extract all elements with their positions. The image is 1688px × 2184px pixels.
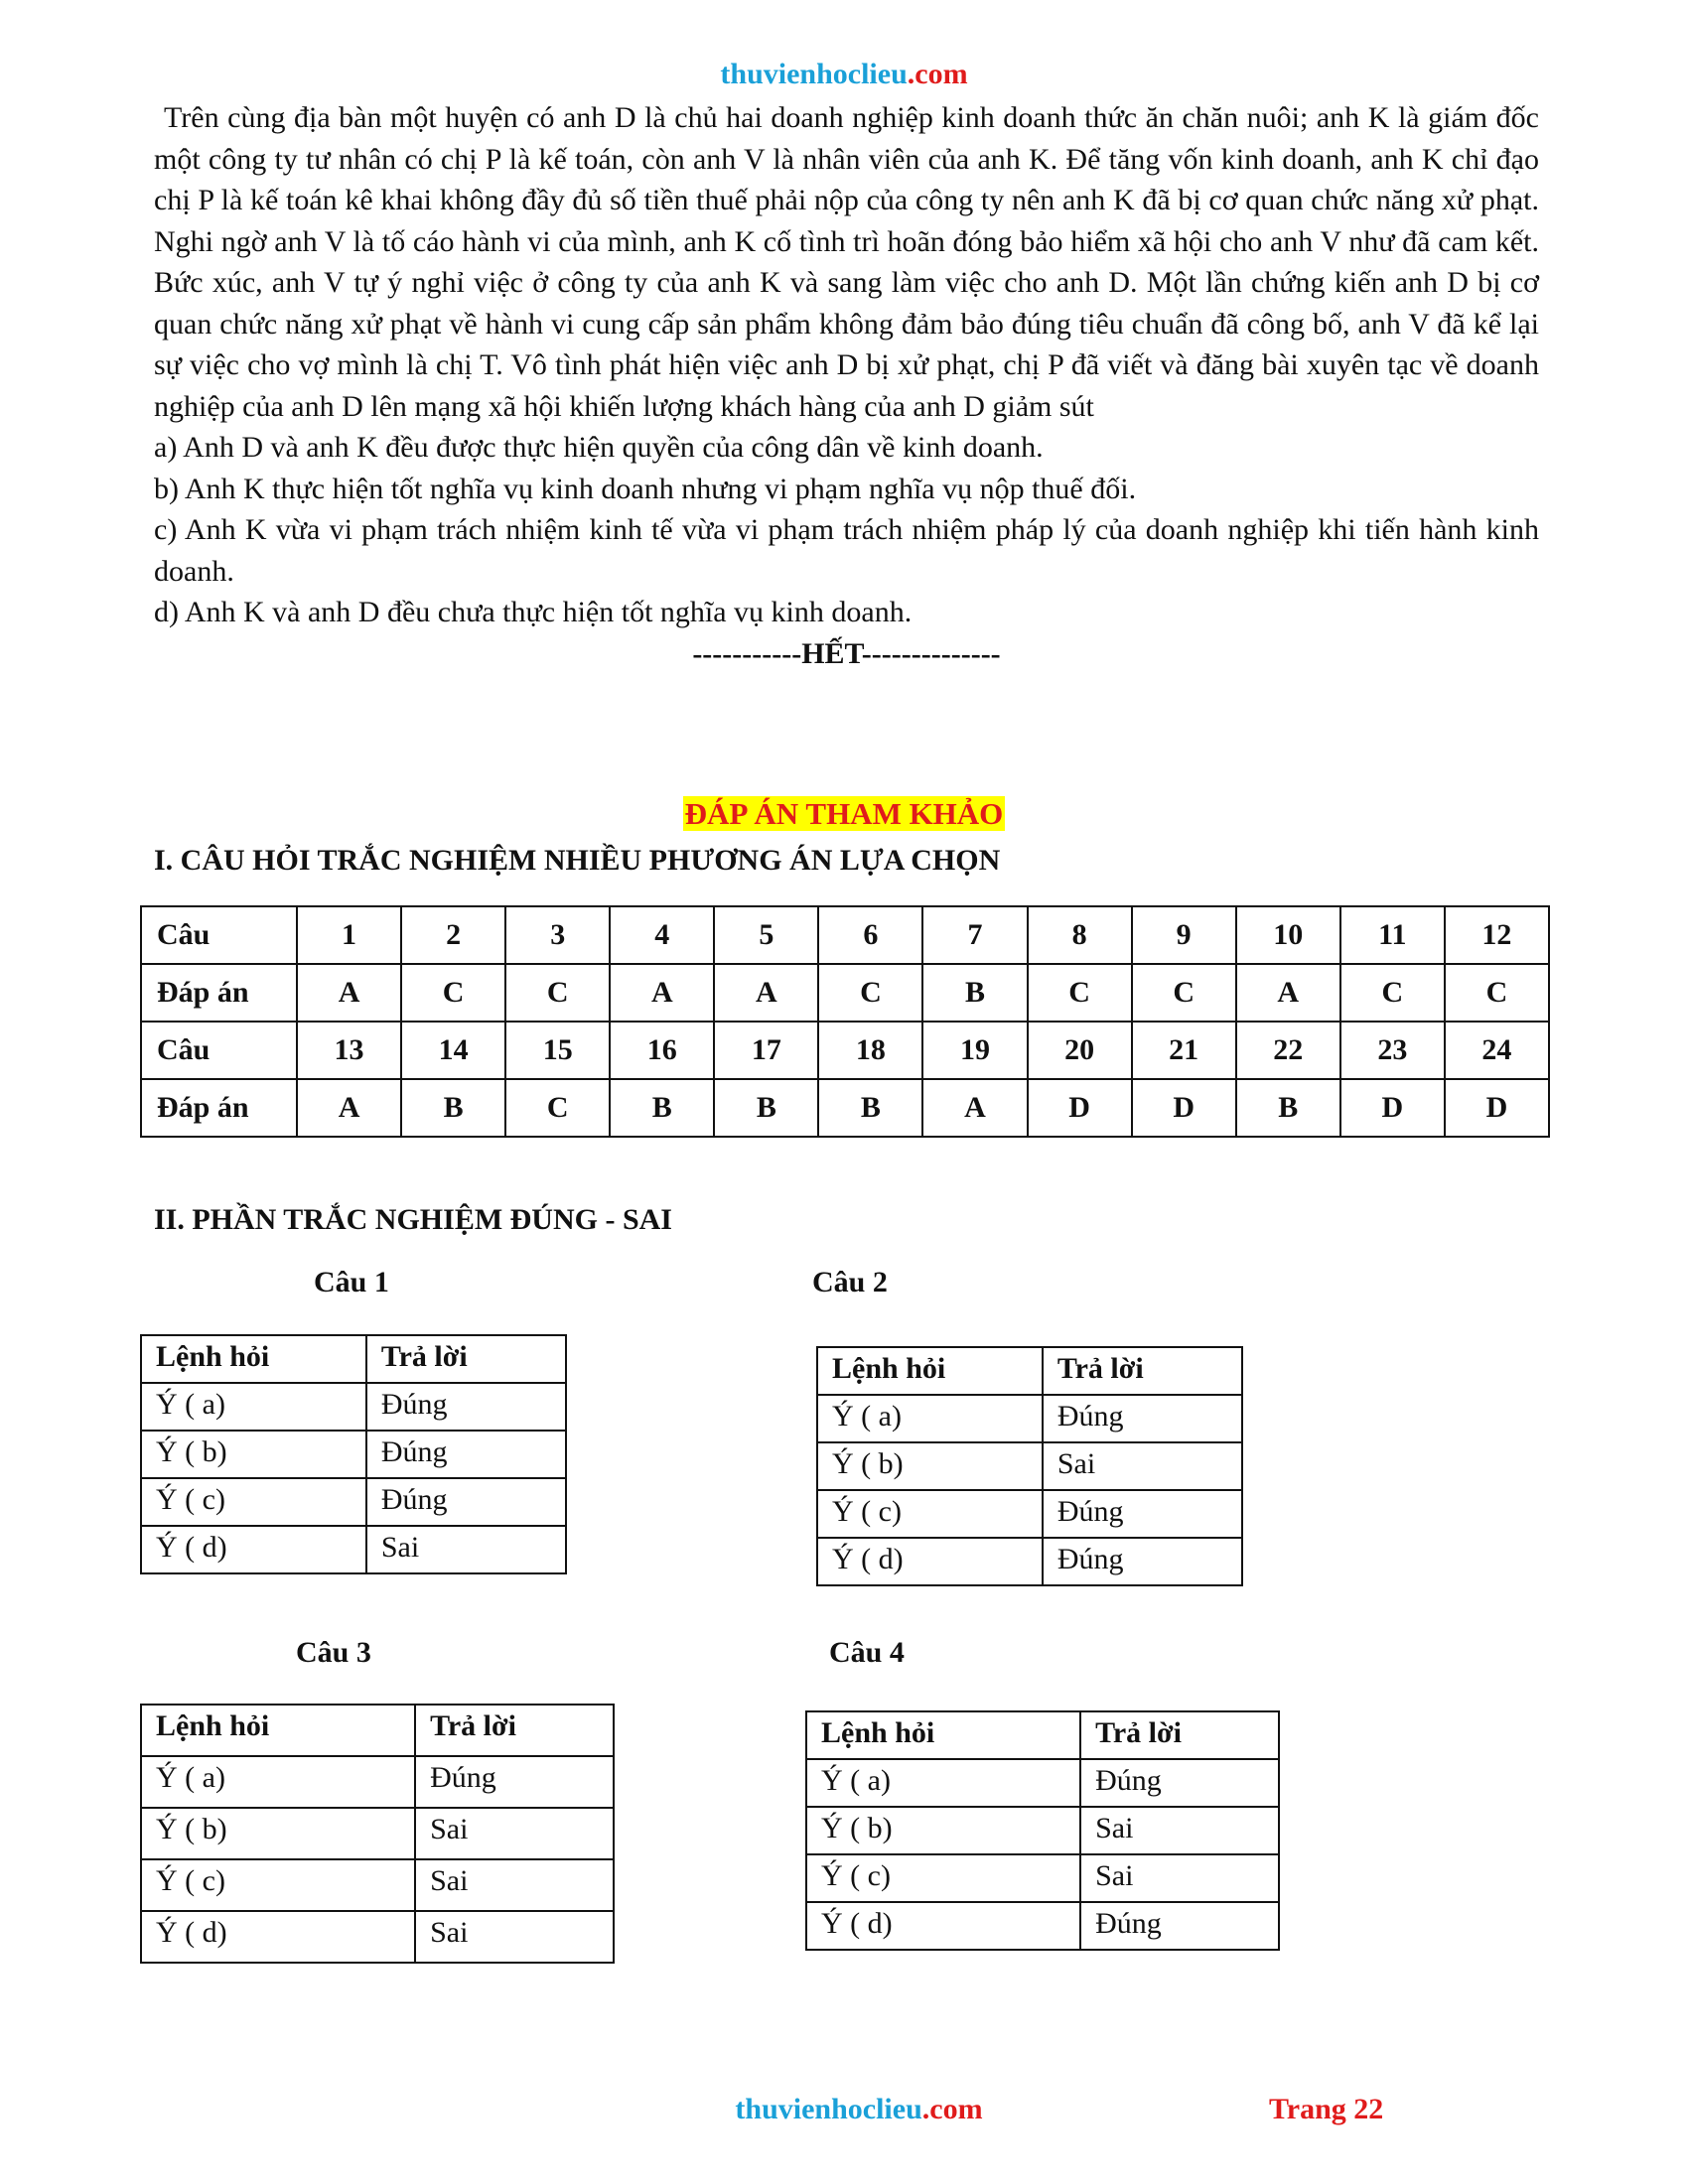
table-cell: B: [714, 1079, 818, 1137]
table-cell: 24: [1445, 1022, 1549, 1079]
answer-cell: Trả lời: [415, 1705, 614, 1756]
table-cell: A: [1236, 964, 1340, 1022]
table-cell: 19: [922, 1022, 1027, 1079]
prompt-cell: Ý ( b): [817, 1442, 1043, 1490]
table-row: [806, 1902, 1279, 1950]
answer-cell: Đúng: [366, 1383, 566, 1431]
answer-key-title-text: ĐÁP ÁN THAM KHẢO: [684, 796, 1004, 831]
answer-cell: Đúng: [415, 1756, 614, 1808]
table-cell: 4: [610, 906, 714, 964]
q3-answer-table: [140, 1704, 615, 1964]
answer-key-title: [0, 796, 1688, 832]
table-cell: 18: [818, 1022, 922, 1079]
row-label: Đáp án: [141, 964, 297, 1022]
option-b: b) Anh K thực hiện tốt nghĩa vụ kinh doanh nhưng vi phạm nghĩa vụ nộp thuế đối.: [154, 472, 1137, 505]
table-row: [806, 1759, 1279, 1807]
table-row: [141, 1022, 1549, 1079]
table-row: [141, 964, 1549, 1022]
passage-paragraph: Trên cùng địa bàn một huyện có anh D là chủ hai doanh nghiệp kinh doanh thức ăn chăn nuôi; anh K là giám đốc một công ty tư nhân có chị P là kế toán, còn anh V là nhân viên của anh K. Để tăng vốn kinh doanh, anh K chỉ đạo chị P là kế toán kê khai không đầy đủ số tiền thuế phải nộp của công ty nên anh K đã bị cơ quan chức năng xử phạt. Nghi ngờ anh V là tố cáo hành vi của mình, anh K cố tình trì hoãn đóng bảo hiểm xã hội cho anh V như đã cam kết. Bức xúc, anh V tự ý nghỉ việc ở công ty của anh K và sang làm việc cho anh D. Một lần chứng kiến anh D bị cơ quan chức năng xử phạt về hành vi cung cấp sản phẩm không đảm bảo đúng tiêu chuẩn đã công bố, anh V đã kể lại sự việc cho vợ mình là chị T. Vô tình phát hiện việc anh D bị xử phạt, chị P đã viết và đăng bài xuyên tạc về doanh nghiệp của anh D lên mạng xã hội khiến lượng khách hàng của anh D giảm sút: [154, 101, 1539, 423]
table-cell: 5: [714, 906, 818, 964]
prompt-cell: Lệnh hỏi: [806, 1711, 1080, 1759]
table-row: [141, 1808, 614, 1859]
prompt-cell: Ý ( d): [141, 1911, 415, 1963]
table-cell: 16: [610, 1022, 714, 1079]
prompt-cell: Lệnh hỏi: [817, 1347, 1043, 1395]
option-c: c) Anh K vừa vi phạm trách nhiệm kinh tế vừa vi phạm trách nhiệm pháp lý của doanh nghiệp khi tiến hành kinh doanh.: [154, 513, 1539, 588]
table-cell: C: [818, 964, 922, 1022]
table-cell: D: [1028, 1079, 1132, 1137]
prompt-cell: Ý ( a): [817, 1395, 1043, 1442]
prompt-cell: Ý ( a): [806, 1759, 1080, 1807]
prompt-cell: Lệnh hỏi: [141, 1705, 415, 1756]
prompt-cell: Ý ( d): [141, 1526, 366, 1573]
option-a: a) Anh D và anh K đều được thực hiện quyền của công dân về kinh doanh.: [154, 431, 1044, 464]
table-row: [141, 1335, 566, 1383]
row-label: Câu: [141, 1022, 297, 1079]
answer-cell: Sai: [1080, 1807, 1279, 1854]
table-cell: 9: [1132, 906, 1236, 964]
q1-title: Câu 1: [314, 1266, 389, 1298]
answer-cell: Sai: [366, 1526, 566, 1573]
table-cell: B: [922, 964, 1027, 1022]
table-cell: 20: [1028, 1022, 1132, 1079]
page-number: Trang 22: [1269, 2093, 1384, 2125]
table-row: [141, 1705, 614, 1756]
table-cell: A: [297, 1079, 401, 1137]
table-cell: C: [1028, 964, 1132, 1022]
table-cell: D: [1340, 1079, 1445, 1137]
answer-cell: Trả lời: [1043, 1347, 1242, 1395]
table-cell: D: [1132, 1079, 1236, 1137]
brand-name: thuvienhoclieu: [720, 58, 908, 90]
prompt-cell: Ý ( d): [817, 1538, 1043, 1585]
footer-brand: [675, 2093, 1043, 2126]
section1-heading: I. CÂU HỎI TRẮC NGHIỆM NHIỀU PHƯƠNG ÁN LỰA CHỌN: [154, 844, 1001, 877]
prompt-cell: Ý ( b): [806, 1807, 1080, 1854]
table-row: [817, 1490, 1242, 1538]
footer-brand-name: thuvienhoclieu: [735, 2093, 922, 2125]
end-marker: -----------HẾT--------------: [692, 636, 1001, 670]
prompt-cell: Ý ( a): [141, 1756, 415, 1808]
brand-domain: .com: [907, 58, 968, 90]
table-row: [806, 1807, 1279, 1854]
table-cell: B: [1236, 1079, 1340, 1137]
table-row: [806, 1711, 1279, 1759]
table-row: [817, 1538, 1242, 1585]
answer-cell: Đúng: [1043, 1538, 1242, 1585]
table-row: [141, 1911, 614, 1963]
prompt-cell: Lệnh hỏi: [141, 1335, 366, 1383]
q2-title: Câu 2: [812, 1266, 888, 1298]
prompt-cell: Ý ( b): [141, 1431, 366, 1478]
answer-cell: Đúng: [1043, 1395, 1242, 1442]
table-cell: 3: [505, 906, 610, 964]
answer-cell: Sai: [415, 1808, 614, 1859]
header-brand: [0, 58, 1688, 91]
table-cell: C: [1340, 964, 1445, 1022]
multiple-choice-answer-table: [140, 905, 1550, 1138]
table-row: [817, 1347, 1242, 1395]
table-cell: A: [714, 964, 818, 1022]
question-passage: [154, 97, 1539, 674]
table-cell: C: [505, 964, 610, 1022]
table-row: [141, 1431, 566, 1478]
table-row: [817, 1395, 1242, 1442]
table-cell: A: [922, 1079, 1027, 1137]
table-cell: C: [401, 964, 505, 1022]
table-cell: 8: [1028, 906, 1132, 964]
table-cell: 2: [401, 906, 505, 964]
q2-answer-table: [816, 1346, 1243, 1586]
footer-brand-domain: .com: [921, 2093, 983, 2125]
table-row: [141, 1383, 566, 1431]
row-label: Câu: [141, 906, 297, 964]
table-cell: B: [818, 1079, 922, 1137]
prompt-cell: Ý ( d): [806, 1902, 1080, 1950]
table-cell: A: [297, 964, 401, 1022]
table-cell: 23: [1340, 1022, 1445, 1079]
table-cell: 6: [818, 906, 922, 964]
table-row: [141, 1478, 566, 1526]
prompt-cell: Ý ( c): [141, 1859, 415, 1911]
q1-answer-table: [140, 1334, 567, 1574]
table-cell: D: [1445, 1079, 1549, 1137]
table-cell: 12: [1445, 906, 1549, 964]
table-cell: 7: [922, 906, 1027, 964]
table-row: [806, 1854, 1279, 1902]
table-cell: 1: [297, 906, 401, 964]
table-cell: 15: [505, 1022, 610, 1079]
table-cell: 17: [714, 1022, 818, 1079]
answer-cell: Trả lời: [1080, 1711, 1279, 1759]
table-cell: A: [610, 964, 714, 1022]
table-row: [141, 906, 1549, 964]
table-cell: C: [505, 1079, 610, 1137]
row-label: Đáp án: [141, 1079, 297, 1137]
answer-cell: Sai: [1043, 1442, 1242, 1490]
table-cell: 22: [1236, 1022, 1340, 1079]
answer-cell: Đúng: [1080, 1902, 1279, 1950]
table-cell: 14: [401, 1022, 505, 1079]
answer-cell: Đúng: [366, 1431, 566, 1478]
table-cell: B: [401, 1079, 505, 1137]
prompt-cell: Ý ( b): [141, 1808, 415, 1859]
table-cell: 11: [1340, 906, 1445, 964]
q4-answer-table: [805, 1710, 1280, 1951]
answer-cell: Sai: [1080, 1854, 1279, 1902]
answer-cell: Trả lời: [366, 1335, 566, 1383]
table-cell: C: [1132, 964, 1236, 1022]
answer-cell: Đúng: [1080, 1759, 1279, 1807]
option-d: d) Anh K và anh D đều chưa thực hiện tốt nghĩa vụ kinh doanh.: [154, 596, 913, 628]
prompt-cell: Ý ( c): [817, 1490, 1043, 1538]
table-row: [817, 1442, 1242, 1490]
prompt-cell: Ý ( c): [806, 1854, 1080, 1902]
answer-cell: Đúng: [366, 1478, 566, 1526]
table-row: [141, 1079, 1549, 1137]
prompt-cell: Ý ( a): [141, 1383, 366, 1431]
table-row: [141, 1526, 566, 1573]
answer-cell: Sai: [415, 1859, 614, 1911]
table-row: [141, 1756, 614, 1808]
answer-cell: Sai: [415, 1911, 614, 1963]
table-cell: 13: [297, 1022, 401, 1079]
answer-cell: Đúng: [1043, 1490, 1242, 1538]
section2-heading: II. PHẦN TRẮC NGHIỆM ĐÚNG - SAI: [154, 1203, 672, 1236]
q4-title: Câu 4: [829, 1636, 905, 1669]
prompt-cell: Ý ( c): [141, 1478, 366, 1526]
table-row: [141, 1859, 614, 1911]
q3-title: Câu 3: [296, 1636, 371, 1669]
table-cell: B: [610, 1079, 714, 1137]
table-cell: 21: [1132, 1022, 1236, 1079]
table-cell: C: [1445, 964, 1549, 1022]
table-cell: 10: [1236, 906, 1340, 964]
